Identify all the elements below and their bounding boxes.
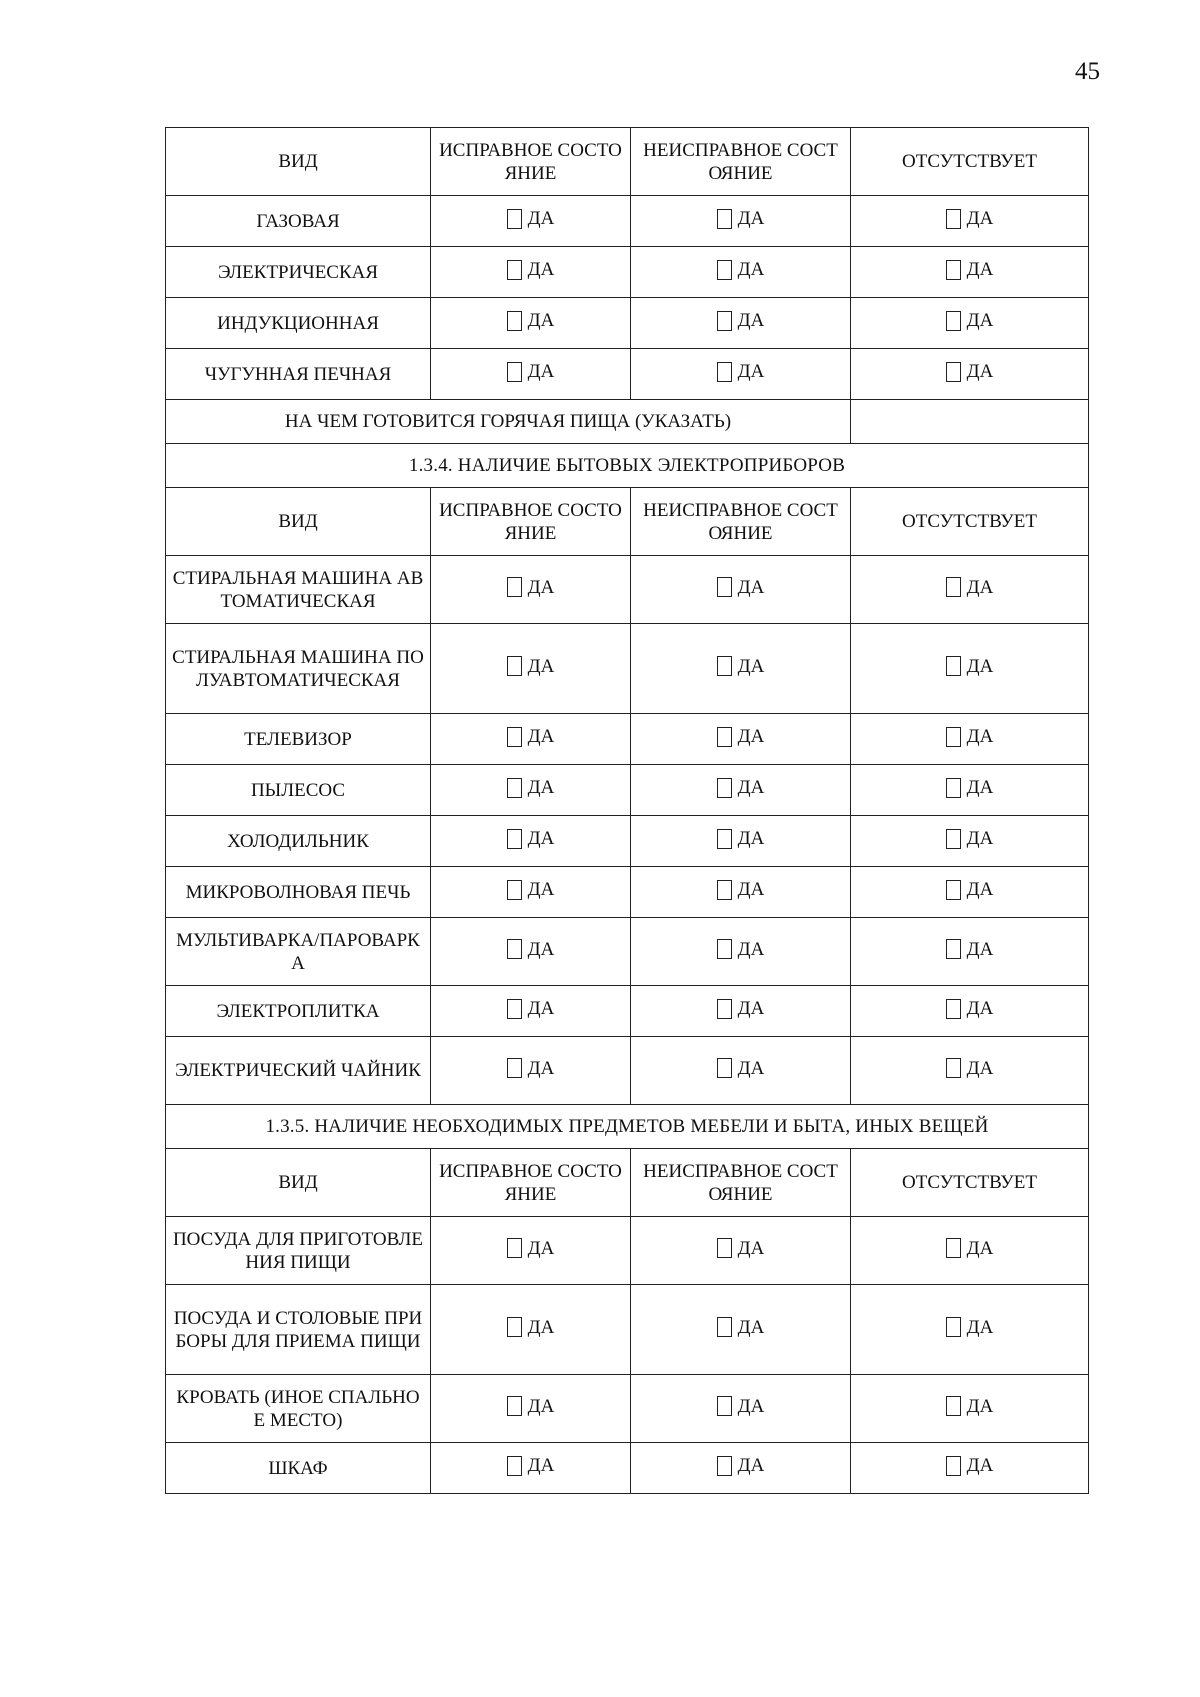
checkbox-icon[interactable] <box>717 1238 732 1258</box>
broken-cell <box>631 765 851 816</box>
broken-cell <box>631 1217 851 1285</box>
checkbox-icon[interactable] <box>946 1396 961 1416</box>
broken-cell <box>631 1375 851 1443</box>
broken-checkbox[interactable] <box>717 827 765 850</box>
row-label: ЭЛЕКТРОПЛИТКА <box>166 986 431 1037</box>
checkbox-icon[interactable] <box>717 1456 732 1476</box>
row-label: ПОСУДА И СТОЛОВЫЕ ПРИБОРЫ ДЛЯ ПРИЕМА ПИЩИ <box>166 1285 431 1375</box>
row-label: ЧУГУННАЯ ПЕЧНАЯ <box>166 349 431 400</box>
absent-cell <box>851 816 1089 867</box>
checkbox-label: ДА <box>966 655 994 677</box>
checkbox-label: ДА <box>966 1237 994 1259</box>
absent-cell <box>851 867 1089 918</box>
working-cell <box>431 986 631 1037</box>
working-checkbox[interactable] <box>507 1057 555 1080</box>
working-cell <box>431 1375 631 1443</box>
checkbox-icon[interactable] <box>946 311 961 331</box>
checkbox-icon[interactable] <box>507 939 522 959</box>
checkbox-icon[interactable] <box>717 1317 732 1337</box>
broken-cell <box>631 867 851 918</box>
checkbox-label: ДА <box>966 1316 994 1338</box>
broken-checkbox[interactable] <box>717 997 765 1020</box>
section-135-title: 1.3.5. НАЛИЧИЕ НЕОБХОДИМЫХ ПРЕДМЕТОВ МЕБЕЛИ И БЫТА, ИНЫХ ВЕЩЕЙ <box>166 1105 1089 1149</box>
checkbox-label: ДА <box>737 259 765 281</box>
checkbox-icon[interactable] <box>946 1317 961 1337</box>
absent-cell <box>851 624 1089 714</box>
row-label: СТИРАЛЬНАЯ МАШИНА АВТОМАТИЧЕСКАЯ <box>166 556 431 624</box>
checkbox-label: ДА <box>737 777 765 799</box>
checkbox-label: ДА <box>527 259 555 281</box>
working-checkbox[interactable] <box>507 576 555 599</box>
absent-checkbox[interactable] <box>946 776 994 799</box>
absent-checkbox[interactable] <box>946 309 994 332</box>
checkbox-label: ДА <box>966 361 994 383</box>
checkbox-label: ДА <box>527 1455 555 1477</box>
checkbox-label: ДА <box>966 1455 994 1477</box>
checkbox-icon[interactable] <box>717 656 732 676</box>
checkbox-icon[interactable] <box>507 1456 522 1476</box>
table-row <box>166 1217 1089 1285</box>
working-cell <box>431 918 631 986</box>
section-134-header-row <box>166 488 1089 556</box>
header-absent: ОТСУТСТВУЕТ <box>851 1149 1089 1217</box>
header-absent: ОТСУТСТВУЕТ <box>851 488 1089 556</box>
broken-cell <box>631 298 851 349</box>
checkbox-icon[interactable] <box>717 209 732 229</box>
absent-checkbox[interactable] <box>946 1057 994 1080</box>
checkbox-icon[interactable] <box>946 1456 961 1476</box>
broken-checkbox[interactable] <box>717 207 765 230</box>
checkbox-icon[interactable] <box>507 209 522 229</box>
table-row <box>166 1443 1089 1494</box>
working-checkbox[interactable] <box>507 827 555 850</box>
header-broken: НЕИСПРАВНОЕ СОСТОЯНИЕ <box>631 1149 851 1217</box>
checkbox-icon[interactable] <box>946 1238 961 1258</box>
checkbox-label: ДА <box>737 1395 765 1417</box>
checkbox-label: ДА <box>737 726 765 748</box>
absent-cell <box>851 918 1089 986</box>
broken-checkbox[interactable] <box>717 655 765 678</box>
row-label: ШКАФ <box>166 1443 431 1494</box>
checkbox-label: ДА <box>527 828 555 850</box>
checkbox-icon[interactable] <box>717 577 732 597</box>
header-broken: НЕИСПРАВНОЕ СОСТОЯНИЕ <box>631 128 851 196</box>
checkbox-icon[interactable] <box>946 362 961 382</box>
checkbox-icon[interactable] <box>507 1396 522 1416</box>
table-row <box>166 816 1089 867</box>
working-cell <box>431 1037 631 1105</box>
header-absent: ОТСУТСТВУЕТ <box>851 128 1089 196</box>
checkbox-label: ДА <box>527 1057 555 1079</box>
broken-checkbox[interactable] <box>717 1454 765 1477</box>
row-label: СТИРАЛЬНАЯ МАШИНА ПОЛУАВТОМАТИЧЕСКАЯ <box>166 624 431 714</box>
working-checkbox[interactable] <box>507 1316 555 1339</box>
checkbox-icon[interactable] <box>946 1058 961 1078</box>
checkbox-label: ДА <box>737 998 765 1020</box>
checkbox-label: ДА <box>966 208 994 230</box>
checkbox-label: ДА <box>737 879 765 901</box>
checkbox-icon[interactable] <box>507 577 522 597</box>
broken-checkbox[interactable] <box>717 1316 765 1339</box>
broken-cell <box>631 247 851 298</box>
checkbox-label: ДА <box>527 998 555 1020</box>
working-checkbox[interactable] <box>507 878 555 901</box>
absent-checkbox[interactable] <box>946 1316 994 1339</box>
broken-cell <box>631 196 851 247</box>
checkbox-label: ДА <box>966 879 994 901</box>
working-checkbox[interactable] <box>507 725 555 748</box>
absent-cell <box>851 714 1089 765</box>
absent-cell <box>851 1443 1089 1494</box>
checkbox-label: ДА <box>737 655 765 677</box>
row-label: КРОВАТЬ (ИНОЕ СПАЛЬНОЕ МЕСТО) <box>166 1375 431 1443</box>
broken-cell <box>631 349 851 400</box>
working-cell <box>431 247 631 298</box>
working-cell <box>431 765 631 816</box>
broken-cell <box>631 624 851 714</box>
table-row <box>166 298 1089 349</box>
working-cell <box>431 624 631 714</box>
checkbox-icon[interactable] <box>507 656 522 676</box>
table-row <box>166 714 1089 765</box>
checkbox-label: ДА <box>737 361 765 383</box>
checkbox-label: ДА <box>527 361 555 383</box>
working-checkbox[interactable] <box>507 776 555 799</box>
broken-checkbox[interactable] <box>717 776 765 799</box>
broken-cell <box>631 986 851 1037</box>
header-kind: ВИД <box>166 1149 431 1217</box>
checkbox-icon[interactable] <box>507 1058 522 1078</box>
row-label: ТЕЛЕВИЗОР <box>166 714 431 765</box>
absent-cell <box>851 1375 1089 1443</box>
checkbox-label: ДА <box>737 310 765 332</box>
checkbox-label: ДА <box>966 726 994 748</box>
absent-cell <box>851 196 1089 247</box>
table-row <box>166 986 1089 1037</box>
absent-cell <box>851 986 1089 1037</box>
working-cell <box>431 1285 631 1375</box>
checkbox-icon[interactable] <box>946 778 961 798</box>
checkbox-label: ДА <box>966 1057 994 1079</box>
checkbox-label: ДА <box>527 726 555 748</box>
working-cell <box>431 714 631 765</box>
broken-cell <box>631 1285 851 1375</box>
checkbox-icon[interactable] <box>507 1317 522 1337</box>
checkbox-icon[interactable] <box>507 880 522 900</box>
working-checkbox[interactable] <box>507 1237 555 1260</box>
absent-checkbox[interactable] <box>946 1237 994 1260</box>
absent-cell <box>851 247 1089 298</box>
absent-cell <box>851 1037 1089 1105</box>
absent-checkbox[interactable] <box>946 1454 994 1477</box>
checkbox-icon[interactable] <box>946 727 961 747</box>
checkbox-icon[interactable] <box>717 829 732 849</box>
checkbox-icon[interactable] <box>946 880 961 900</box>
absent-cell <box>851 556 1089 624</box>
checkbox-label: ДА <box>527 938 555 960</box>
absent-checkbox[interactable] <box>946 655 994 678</box>
working-checkbox[interactable] <box>507 938 555 961</box>
table-row <box>166 196 1089 247</box>
checkbox-icon[interactable] <box>946 939 961 959</box>
broken-checkbox[interactable] <box>717 258 765 281</box>
checkbox-icon[interactable] <box>717 727 732 747</box>
row-label: ПЫЛЕСОС <box>166 765 431 816</box>
broken-checkbox[interactable] <box>717 576 765 599</box>
checkbox-icon[interactable] <box>946 209 961 229</box>
checkbox-label: ДА <box>527 310 555 332</box>
checkbox-icon[interactable] <box>717 1058 732 1078</box>
checkbox-icon[interactable] <box>717 880 732 900</box>
checkbox-label: ДА <box>966 1395 994 1417</box>
absent-checkbox[interactable] <box>946 360 994 383</box>
header-kind: ВИД <box>166 128 431 196</box>
broken-checkbox[interactable] <box>717 725 765 748</box>
checkbox-label: ДА <box>527 1237 555 1259</box>
checkbox-label: ДА <box>527 655 555 677</box>
broken-checkbox[interactable] <box>717 878 765 901</box>
working-checkbox[interactable] <box>507 1454 555 1477</box>
working-cell <box>431 349 631 400</box>
table-row <box>166 1375 1089 1443</box>
row-label: ИНДУКЦИОННАЯ <box>166 298 431 349</box>
absent-checkbox[interactable] <box>946 878 994 901</box>
checkbox-icon[interactable] <box>507 829 522 849</box>
working-checkbox[interactable] <box>507 997 555 1020</box>
table-row <box>166 1037 1089 1105</box>
checkbox-label: ДА <box>737 208 765 230</box>
absent-checkbox[interactable] <box>946 997 994 1020</box>
broken-cell <box>631 714 851 765</box>
row-label: ХОЛОДИЛЬНИК <box>166 816 431 867</box>
absent-cell <box>851 1217 1089 1285</box>
broken-checkbox[interactable] <box>717 309 765 332</box>
checkbox-label: ДА <box>527 1316 555 1338</box>
row-label: МИКРОВОЛНОВАЯ ПЕЧЬ <box>166 867 431 918</box>
checkbox-icon[interactable] <box>717 311 732 331</box>
absent-checkbox[interactable] <box>946 258 994 281</box>
row-label: ГАЗОВАЯ <box>166 196 431 247</box>
section-134-title: 1.3.4. НАЛИЧИЕ БЫТОВЫХ ЭЛЕКТРОПРИБОРОВ <box>166 444 1089 488</box>
table-row <box>166 765 1089 816</box>
table-row <box>166 918 1089 986</box>
checkbox-label: ДА <box>966 777 994 799</box>
table-row <box>166 867 1089 918</box>
checkbox-icon[interactable] <box>507 999 522 1019</box>
broken-checkbox[interactable] <box>717 1057 765 1080</box>
working-cell <box>431 196 631 247</box>
checkbox-icon[interactable] <box>507 727 522 747</box>
row-label: ПОСУДА ДЛЯ ПРИГОТОВЛЕНИЯ ПИЩИ <box>166 1217 431 1285</box>
absent-checkbox[interactable] <box>946 207 994 230</box>
working-cell <box>431 556 631 624</box>
working-cell <box>431 816 631 867</box>
checkbox-icon[interactable] <box>946 577 961 597</box>
checkbox-icon[interactable] <box>946 260 961 280</box>
checkbox-icon[interactable] <box>717 778 732 798</box>
checkbox-label: ДА <box>966 828 994 850</box>
absent-checkbox[interactable] <box>946 938 994 961</box>
checkbox-label: ДА <box>527 777 555 799</box>
hot-food-row <box>166 400 1089 444</box>
table-row <box>166 556 1089 624</box>
inspection-form-table <box>165 127 1089 1494</box>
checkbox-label: ДА <box>966 310 994 332</box>
checkbox-label: ДА <box>527 879 555 901</box>
absent-cell <box>851 765 1089 816</box>
broken-cell <box>631 816 851 867</box>
section-135-header-row <box>166 1149 1089 1217</box>
broken-checkbox[interactable] <box>717 1237 765 1260</box>
checkbox-label: ДА <box>966 576 994 598</box>
checkbox-label: ДА <box>737 1316 765 1338</box>
broken-checkbox[interactable] <box>717 938 765 961</box>
table-row <box>166 349 1089 400</box>
absent-cell <box>851 349 1089 400</box>
checkbox-label: ДА <box>966 259 994 281</box>
checkbox-label: ДА <box>737 1455 765 1477</box>
working-checkbox[interactable] <box>507 258 555 281</box>
row-label: ЭЛЕКТРИЧЕСКИЙ ЧАЙНИК <box>166 1037 431 1105</box>
checkbox-icon[interactable] <box>946 829 961 849</box>
checkbox-icon[interactable] <box>717 1396 732 1416</box>
working-checkbox[interactable] <box>507 655 555 678</box>
page-number: 45 <box>1075 58 1100 85</box>
checkbox-icon[interactable] <box>507 362 522 382</box>
absent-cell <box>851 298 1089 349</box>
checkbox-label: ДА <box>737 828 765 850</box>
checkbox-icon[interactable] <box>717 260 732 280</box>
checkbox-label: ДА <box>737 1237 765 1259</box>
row-label: ЭЛЕКТРИЧЕСКАЯ <box>166 247 431 298</box>
broken-cell <box>631 918 851 986</box>
checkbox-label: ДА <box>737 938 765 960</box>
checkbox-icon[interactable] <box>507 778 522 798</box>
checkbox-label: ДА <box>966 998 994 1020</box>
broken-cell <box>631 1037 851 1105</box>
checkbox-icon[interactable] <box>717 939 732 959</box>
working-cell <box>431 1443 631 1494</box>
section-135-title-row <box>166 1105 1089 1149</box>
working-checkbox[interactable] <box>507 309 555 332</box>
broken-cell <box>631 1443 851 1494</box>
absent-checkbox[interactable] <box>946 576 994 599</box>
checkbox-label: ДА <box>737 1057 765 1079</box>
working-checkbox[interactable] <box>507 1395 555 1418</box>
checkbox-icon[interactable] <box>507 1238 522 1258</box>
checkbox-label: ДА <box>527 576 555 598</box>
checkbox-icon[interactable] <box>717 362 732 382</box>
working-cell <box>431 1217 631 1285</box>
absent-checkbox[interactable] <box>946 827 994 850</box>
checkbox-icon[interactable] <box>946 999 961 1019</box>
header-broken: НЕИСПРАВНОЕ СОСТОЯНИЕ <box>631 488 851 556</box>
working-cell <box>431 298 631 349</box>
table-row <box>166 247 1089 298</box>
header-kind: ВИД <box>166 488 431 556</box>
checkbox-icon[interactable] <box>507 311 522 331</box>
working-checkbox[interactable] <box>507 360 555 383</box>
checkbox-label: ДА <box>527 208 555 230</box>
checkbox-icon[interactable] <box>946 656 961 676</box>
broken-checkbox[interactable] <box>717 1395 765 1418</box>
section-134-title-row <box>166 444 1089 488</box>
absent-checkbox[interactable] <box>946 1395 994 1418</box>
table-row <box>166 624 1089 714</box>
broken-cell <box>631 556 851 624</box>
working-checkbox[interactable] <box>507 207 555 230</box>
absent-checkbox[interactable] <box>946 725 994 748</box>
broken-checkbox[interactable] <box>717 360 765 383</box>
absent-cell <box>851 1285 1089 1375</box>
row-label: МУЛЬТИВАРКА/ПАРОВАРКА <box>166 918 431 986</box>
checkbox-icon[interactable] <box>717 999 732 1019</box>
checkbox-label: ДА <box>966 938 994 960</box>
stoves-header-row <box>166 128 1089 196</box>
checkbox-label: ДА <box>737 576 765 598</box>
header-working: ИСПРАВНОЕ СОСТОЯНИЕ <box>431 1149 631 1217</box>
header-working: ИСПРАВНОЕ СОСТОЯНИЕ <box>431 128 631 196</box>
table-row <box>166 1285 1089 1375</box>
checkbox-icon[interactable] <box>507 260 522 280</box>
hot-food-answer-field[interactable] <box>851 400 1089 444</box>
header-working: ИСПРАВНОЕ СОСТОЯНИЕ <box>431 488 631 556</box>
hot-food-question: НА ЧЕМ ГОТОВИТСЯ ГОРЯЧАЯ ПИЩА (УКАЗАТЬ) <box>166 400 851 444</box>
checkbox-label: ДА <box>527 1395 555 1417</box>
working-cell <box>431 867 631 918</box>
